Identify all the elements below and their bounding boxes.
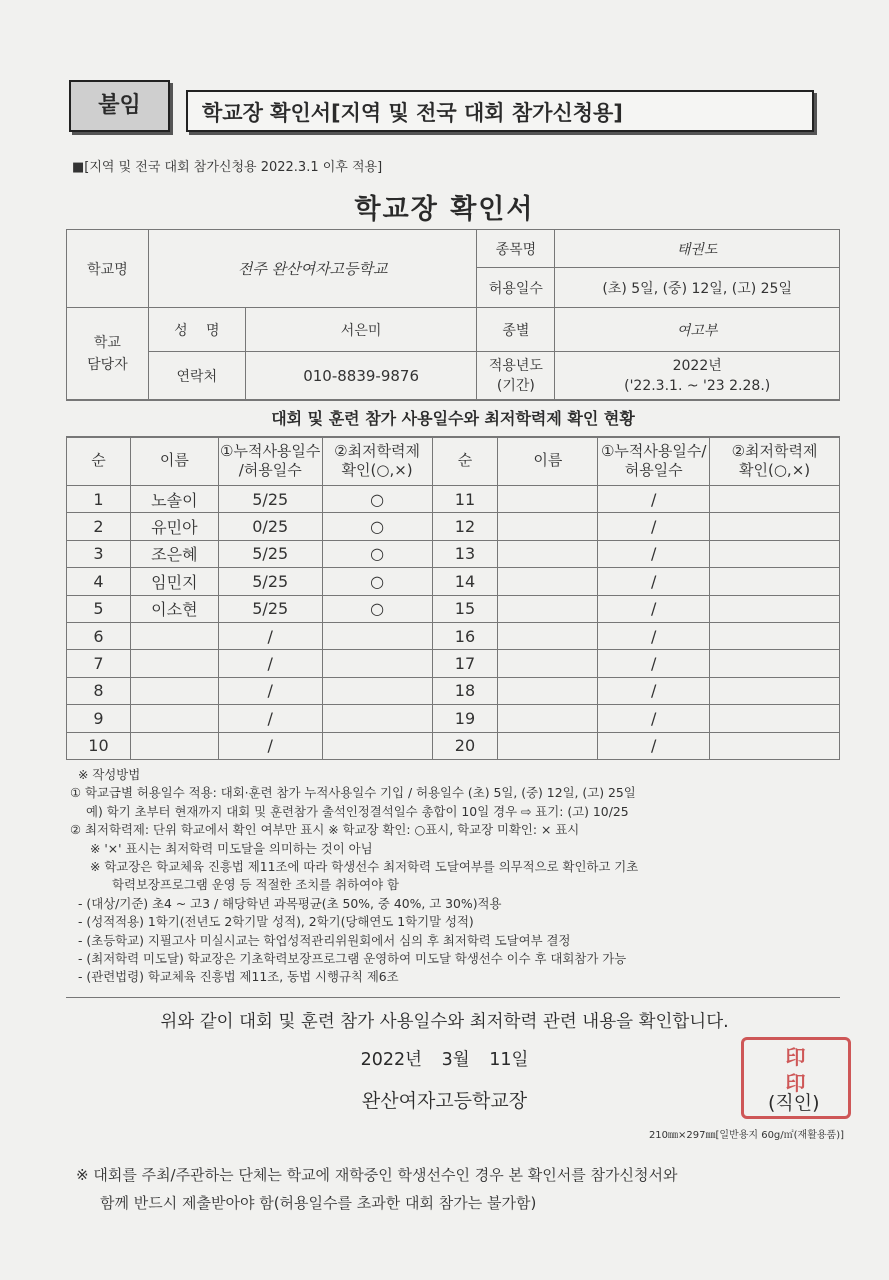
row-no: 13 [432, 540, 498, 567]
row-no: 19 [432, 705, 498, 732]
used-days: / [598, 486, 710, 513]
min-academic-check [322, 732, 432, 759]
used-days: / [598, 568, 710, 595]
allowed-days-value: (초) 5일, (중) 12일, (고) 25일 [555, 268, 840, 308]
min-academic-check [710, 486, 840, 513]
min-academic-check [710, 540, 840, 567]
used-days: / [218, 622, 322, 649]
used-days: / [598, 677, 710, 704]
min-academic-check [322, 705, 432, 732]
min-academic-check [322, 622, 432, 649]
min-academic-check: ○ [322, 486, 432, 513]
min-academic-check: ○ [322, 595, 432, 622]
row-no: 14 [432, 568, 498, 595]
used-days: 5/25 [218, 486, 322, 513]
note-line: ② 최저학력제: 단위 학교에서 확인 여부만 표시 ※ 학교장 확인: ○표시, 학교장 미확인: × 표시 [70, 822, 580, 838]
student-name [130, 705, 218, 732]
header-days-right: ①누적사용일수/ 허용일수 [598, 437, 710, 486]
student-name [130, 650, 218, 677]
used-days: 5/25 [218, 595, 322, 622]
min-academic-check [710, 732, 840, 759]
min-academic-check [710, 650, 840, 677]
table-row [67, 650, 840, 677]
instructions [70, 766, 840, 987]
student-name [130, 732, 218, 759]
seal-stamp-icon: 印 印 [785, 1045, 807, 1095]
student-name [498, 622, 598, 649]
paper-spec: 210㎜×297㎜[일반용지 60g/㎡(재활용품)] [648, 1130, 844, 1141]
min-academic-check [710, 568, 840, 595]
row-no: 6 [67, 622, 131, 649]
note-line: - (성적적용) 1학기(전년도 2학기말 성적), 2학기(당해연도 1학기말 성적) [78, 914, 474, 930]
used-days: / [218, 732, 322, 759]
used-days: / [598, 622, 710, 649]
note-line: - (최저학력 미도달) 학교장은 기초학력보장프로그램 운영하여 미도달 학생선수 이수 후 대회참가 가능 [78, 951, 627, 967]
manager-name-value: 서은미 [245, 308, 477, 352]
row-no: 3 [67, 540, 131, 567]
footnote [76, 1161, 836, 1217]
document-box-title: 학교장 확인서[지역 및 전국 대회 참가신청용] [186, 90, 814, 132]
used-days: 0/25 [218, 513, 322, 540]
table-row [67, 568, 840, 595]
student-name: 조은혜 [130, 540, 218, 567]
note-line: ① 학교급별 허용일수 적용: 대회·훈련 참가 누적사용일수 기입 / 허용일수 (초) 5일, (중) 12일, (고) 25일 [70, 785, 636, 801]
student-name [498, 650, 598, 677]
used-days: / [218, 650, 322, 677]
seal-label: (직인) [768, 1092, 820, 1114]
student-name: 임민지 [130, 568, 218, 595]
used-days: / [598, 595, 710, 622]
row-no: 20 [432, 732, 498, 759]
used-days: / [598, 513, 710, 540]
table-row [67, 677, 840, 704]
note-line: - (대상/기준) 초4 ~ 고3 / 해당학년 과목평균(초 50%, 중 40%, 고 30%)적용 [78, 895, 502, 911]
row-no: 10 [67, 732, 131, 759]
student-name: 노솔이 [130, 486, 218, 513]
used-days: 5/25 [218, 568, 322, 595]
note-line: 학력보장프로그램 운영 등 적절한 조치를 취하여야 함 [112, 877, 399, 893]
footnote-line-2: 함께 반드시 제출받아야 함(허용일수를 초과한 대회 참가는 불가함) [100, 1194, 537, 1212]
table-row [67, 595, 840, 622]
roster-section-title: 대회 및 훈련 참가 사용일수와 최저학력제 확인 현황 [66, 400, 840, 438]
manager-label: 학교 담당자 [67, 308, 149, 400]
header-no: 순 [67, 437, 131, 486]
student-name [498, 540, 598, 567]
table-row [67, 732, 840, 759]
contact-value: 010-8839-9876 [245, 352, 477, 400]
school-name-value: 전주 완산여자고등학교 [148, 230, 477, 308]
table-row [67, 513, 840, 540]
note-line: - (관련법령) 학교체육 진흥법 제11조, 동법 시행규칙 제6조 [78, 969, 399, 985]
row-no: 5 [67, 595, 131, 622]
event-value: 태권도 [555, 230, 840, 268]
min-academic-check [322, 677, 432, 704]
row-no: 1 [67, 486, 131, 513]
student-name [130, 622, 218, 649]
student-name [130, 677, 218, 704]
min-academic-check [710, 705, 840, 732]
row-no: 4 [67, 568, 131, 595]
table-row [67, 705, 840, 732]
row-no: 7 [67, 650, 131, 677]
student-name [498, 595, 598, 622]
used-days: / [218, 677, 322, 704]
school-name-label: 학교명 [67, 230, 149, 308]
min-academic-check [710, 595, 840, 622]
note-heading: ※ 작성방법 [78, 767, 141, 782]
school-info-table [66, 229, 840, 400]
allowed-days-label: 허용일수 [477, 268, 555, 308]
student-name: 유민아 [130, 513, 218, 540]
table-row [67, 540, 840, 567]
category-label: 종별 [477, 308, 555, 352]
student-name [498, 513, 598, 540]
page-title: 학교장 확인서 [354, 194, 535, 225]
footnote-line-1: ※ 대회를 주최/주관하는 단체는 학교에 재학중인 학생선수인 경우 본 확인서를 참가신청서와 [76, 1166, 678, 1184]
year-value: 2022년 ('22.3.1. ~ '23 2.28.) [555, 352, 840, 400]
min-academic-check [322, 650, 432, 677]
header-min-academic-right: ②최저학력제 확인(○,×) [710, 437, 840, 486]
confirmation-statement: 위와 같이 대회 및 훈련 참가 사용일수와 최저학력 관련 내용을 확인합니다. [160, 1012, 729, 1032]
used-days: / [598, 540, 710, 567]
header-name-right: 이름 [498, 437, 598, 486]
row-no: 9 [67, 705, 131, 732]
header-days: ①누적사용일수 /허용일수 [218, 437, 322, 486]
used-days: / [598, 650, 710, 677]
category-value: 여고부 [555, 308, 840, 352]
used-days: / [598, 705, 710, 732]
student-name [498, 705, 598, 732]
student-name [498, 677, 598, 704]
header-min-academic: ②최저학력제 확인(○,×) [322, 437, 432, 486]
row-no: 18 [432, 677, 498, 704]
used-days: 5/25 [218, 540, 322, 567]
year-label: 적용년도 (기간) [477, 352, 555, 400]
student-name [498, 732, 598, 759]
table-row [67, 622, 840, 649]
min-academic-check [710, 677, 840, 704]
manager-name-label: 성 명 [148, 308, 245, 352]
contact-label: 연락처 [148, 352, 245, 400]
student-name [498, 568, 598, 595]
applicability-subtitle: ■[지역 및 전국 대회 참가신청용 2022.3.1 이후 적용] [72, 160, 383, 175]
issue-date: 2022년 3월 11일 [360, 1050, 529, 1070]
attachment-tag: 붙임 [69, 80, 170, 132]
row-no: 15 [432, 595, 498, 622]
note-line: - (초등학교) 지필고사 미실시교는 학업성적관리위원회에서 심의 후 최저학력 도달여부 결정 [78, 932, 571, 948]
min-academic-check: ○ [322, 513, 432, 540]
min-academic-check: ○ [322, 540, 432, 567]
used-days: / [598, 732, 710, 759]
divider [66, 997, 840, 998]
min-academic-check [710, 622, 840, 649]
header-name: 이름 [130, 437, 218, 486]
used-days: / [218, 705, 322, 732]
note-line: ※ '×' 표시는 최저학력 미도달을 의미하는 것이 아님 [90, 840, 373, 856]
header-no-right: 순 [432, 437, 498, 486]
row-no: 12 [432, 513, 498, 540]
row-no: 8 [67, 677, 131, 704]
row-no: 17 [432, 650, 498, 677]
note-line: 예) 학기 초부터 현재까지 대회 및 훈련참가 출석인정결석일수 총합이 10일 경우 ⇨ 표기: (고) 10/25 [86, 803, 629, 819]
row-no: 16 [432, 622, 498, 649]
table-row [67, 486, 840, 513]
roster-table [66, 436, 840, 760]
min-academic-check: ○ [322, 568, 432, 595]
row-no: 2 [67, 513, 131, 540]
event-label: 종목명 [477, 230, 555, 268]
note-line: ※ 학교장은 학교체육 진흥법 제11조에 따라 학생선수 최저학력 도달여부를 의무적으로 확인하고 기초 [90, 859, 639, 875]
min-academic-check [710, 513, 840, 540]
principal-title: 완산여자고등학교장 [361, 1090, 528, 1112]
row-no: 11 [432, 486, 498, 513]
student-name: 이소현 [130, 595, 218, 622]
student-name [498, 486, 598, 513]
